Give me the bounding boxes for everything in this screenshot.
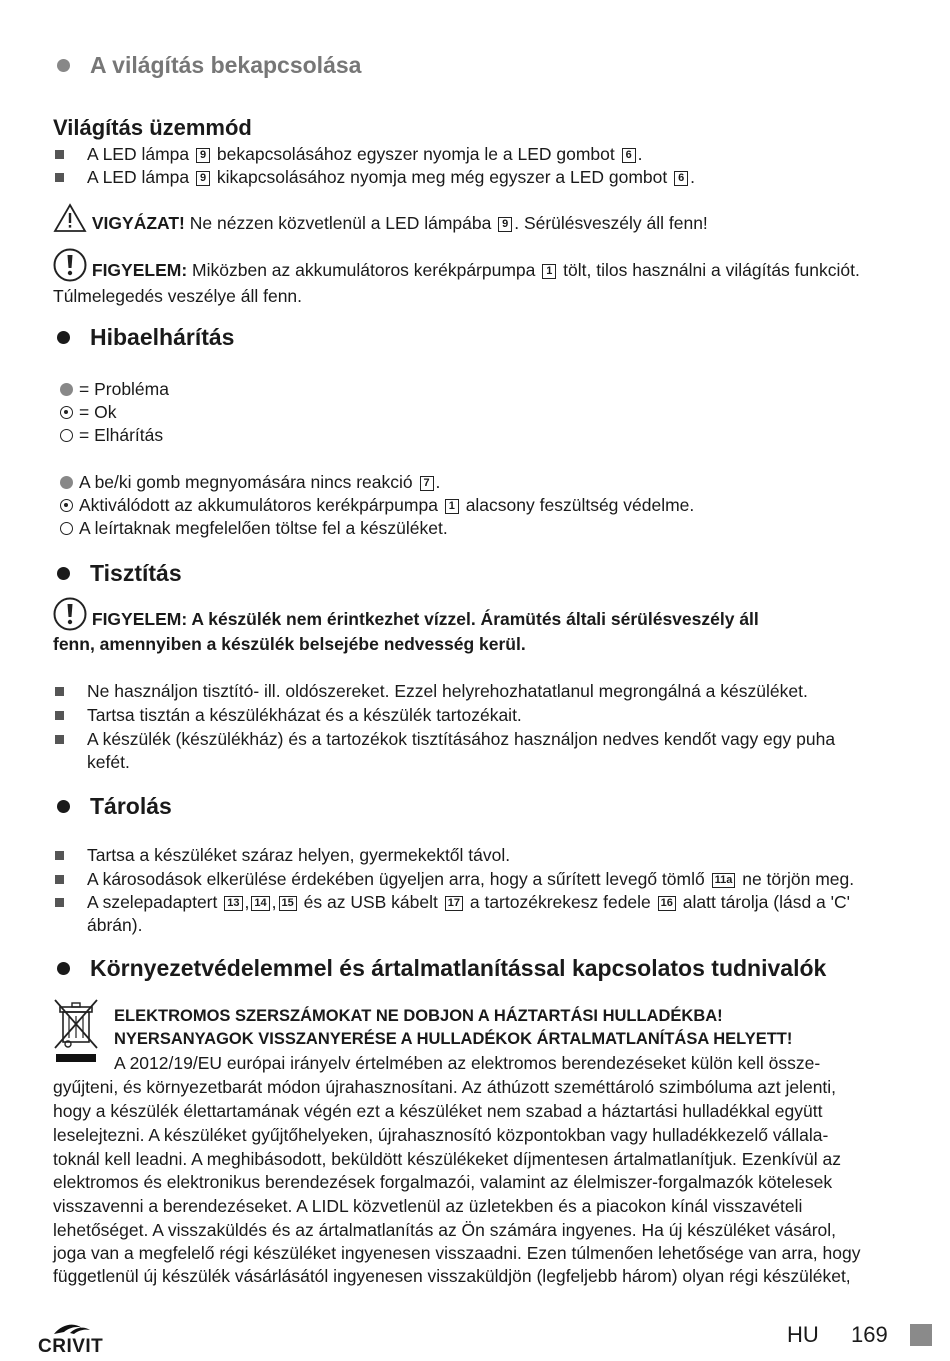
list-item: Ne használjon tisztító- ill. oldószereket. Ezzel helyrehozhatatlanul megrongálná a készüléket. <box>53 680 907 703</box>
env-line: A 2012/19/EU európai irányelv értelmében az elektromos berendezéseket külön kell össze- <box>114 1053 821 1073</box>
list-item <box>53 166 907 189</box>
section-title-troubleshooting <box>53 324 234 351</box>
section-title-text: Hibaelhárítás <box>90 324 235 350</box>
square-bullet-icon <box>55 851 64 860</box>
item-text: A LED lámpa <box>87 167 190 187</box>
page-number: 169 <box>851 1322 888 1347</box>
list-item <box>53 143 907 166</box>
env-line: lehetőséget. A visszaküldés és az ártalmatlanítás az Ön számára ingyenes. Ha új készüléket vásárol, <box>53 1220 837 1240</box>
square-bullet-icon <box>55 898 64 907</box>
dotted-circle-icon <box>60 406 73 419</box>
square-bullet-icon <box>55 735 64 744</box>
ref-number: 6 <box>622 148 636 163</box>
env-bold-line2: NYERSANYAGOK VISSZANYERÉSE A HULLADÉKOK ÁRTALMATLANÍTÁSA HELYETT! <box>114 1030 793 1048</box>
section-title-text: A világítás bekapcsolása <box>90 52 362 78</box>
caution-text: Ne nézzen közvetlenül a LED lámpába <box>189 213 492 233</box>
list-item-continuation: kefét. <box>87 752 130 772</box>
item-text: A LED lámpa <box>87 144 190 164</box>
cleaning-attention-line2: fenn, amennyiben a készülék belsejébe nedvesség kerül. <box>53 634 526 654</box>
attention-label: FIGYELEM: <box>91 260 188 280</box>
square-bullet-icon <box>55 711 64 720</box>
ref-number: 9 <box>196 171 210 186</box>
ref-number: 11a <box>712 873 736 888</box>
list-item: Tartsa tisztán a készülékházat és a készülék tartozékait. <box>53 704 907 727</box>
env-line: leselejtezni. A készüléket gyűjtőhelyeken, újrahasznosító központokban vagy hulladékkezelő vállala- <box>53 1125 829 1145</box>
ref-number: 13 <box>224 896 242 911</box>
ref-number: 7 <box>420 476 434 491</box>
page-marker <box>910 1324 932 1346</box>
item-text: . <box>637 144 643 164</box>
dotted-circle-icon <box>60 499 73 512</box>
section-title-storage <box>53 793 172 820</box>
cleaning-attention <box>53 597 913 631</box>
env-line: visszavenni a berendezéseket. A LIDL közvetlenül az üzletekben és a piacokon kínál visszavételi <box>53 1196 803 1216</box>
section-title-text: Tisztítás <box>90 560 182 586</box>
section-title-cleaning <box>53 560 182 587</box>
section-title-text: Környezetvédelemmel és ártalmatlanítással kapcsolatos tudnivalók <box>90 955 827 981</box>
caution-notice <box>53 203 708 235</box>
ref-number: 9 <box>498 217 512 232</box>
item-text: bekapcsolásához egyszer nyomja le a LED gombot <box>216 144 615 164</box>
empty-circle-icon <box>60 522 73 535</box>
env-line: elektromos és elektronikus berendezések forgalmazói, valamint az élelmiszer-forgalmazók kötelesek <box>53 1172 833 1192</box>
ref-number: 16 <box>658 896 676 911</box>
ref-number: 15 <box>279 896 297 911</box>
crivit-logo-icon <box>52 1322 92 1336</box>
filled-circle-icon <box>60 476 73 489</box>
env-line: toknál kell leadni. A meghibásodott, beküldött készülékeket díjmentesen ártalmatlanítjuk. Ezenkívül az <box>53 1149 841 1169</box>
square-bullet-icon <box>55 687 64 696</box>
square-bullet-icon <box>55 173 64 182</box>
bullet-icon <box>57 800 70 813</box>
exclamation-circle-icon <box>53 597 87 631</box>
brand-logo <box>38 1322 108 1358</box>
footer-language: HU <box>787 1322 819 1347</box>
attention-end: tölt, tilos használni a világítás funkciót. <box>563 260 860 280</box>
env-line: függetlenül új készülék vásárlásától ingyenesen visszaküldjön (legfeljebb három) olyan régi készüléket, <box>53 1266 851 1286</box>
square-bullet-icon <box>55 150 64 159</box>
env-line: joga van a megfelelő régi készüléket ingyenesen visszaadni. Ezen túlmenően lehetősége van arra, hogy <box>53 1243 861 1263</box>
caution-label: VIGYÁZAT! <box>91 213 185 233</box>
section-title-text: Tárolás <box>90 793 172 819</box>
fix-row: A leírtaknak megfelelően töltse fel a készüléket. <box>60 517 448 540</box>
env-line: gyűjteni, és környezetbarát módon újrahasznosítani. Az áthúzott szeméttároló szimbóluma azt jelenti, <box>53 1077 837 1097</box>
bullet-icon <box>57 59 70 72</box>
attention-line2: Túlmelegedés veszélye áll fenn. <box>53 286 303 306</box>
bullet-icon <box>57 567 70 580</box>
ref-number: 14 <box>251 896 269 911</box>
list-item-continuation: ábrán). <box>87 915 143 935</box>
square-bullet-icon <box>55 875 64 884</box>
subtitle-lighting-mode: Világítás üzemmód <box>53 115 252 140</box>
ref-number: 17 <box>445 896 463 911</box>
crossed-bin-icon <box>53 998 99 1064</box>
attention-notice <box>53 248 913 282</box>
warning-triangle-icon <box>53 203 87 233</box>
ref-number: 6 <box>674 171 688 186</box>
list-item: A szelepadaptert 13 , 14 , 15 és az USB kábelt 17 a tartozékrekesz fedele 16 alatt tárolja (lásd a 'C' <box>53 891 907 914</box>
section-title-lighting-on <box>53 52 361 79</box>
item-text: . <box>690 167 696 187</box>
attention-text: A készülék nem érintkezhet vízzel. Áramütés általi sérülésveszély áll <box>191 609 759 629</box>
bullet-icon <box>57 331 70 344</box>
legend-problem: = Probléma <box>60 378 169 401</box>
env-line: hogy a készülék élettartamának végén ezt a készüléket nem szabad a háztartási hulladékkal együtt <box>53 1101 823 1121</box>
exclamation-circle-icon <box>53 248 87 282</box>
attention-text: Miközben az akkumulátoros kerékpárpumpa <box>192 260 536 280</box>
filled-circle-icon <box>60 383 73 396</box>
brand-name: CRIVIT <box>38 1336 104 1357</box>
item-text: kikapcsolásához nyomja meg még egyszer a LED gombot <box>216 167 668 187</box>
section-title-environment <box>53 955 826 982</box>
list-item: Tartsa a készüléket száraz helyen, gyermekektől távol. <box>53 844 907 867</box>
attention-label: FIGYELEM: <box>91 609 188 629</box>
ref-number: 1 <box>542 264 556 279</box>
empty-circle-icon <box>60 429 73 442</box>
list-item: A károsodások elkerülése érdekében ügyeljen arra, hogy a sűrített levegő tömlő 11a ne törjön meg. <box>53 868 907 891</box>
list-item: A készülék (készülékház) és a tartozékok tisztításához használjon nedves kendőt vagy egy puha <box>53 728 907 751</box>
legend-cause: = Ok <box>60 401 116 424</box>
ref-number: 9 <box>196 148 210 163</box>
ref-number: 1 <box>445 499 459 514</box>
cause-row: Aktiválódott az akkumulátoros kerékpárpumpa 1 alacsony feszültség védelme. <box>60 494 694 517</box>
caution-end: . Sérülésveszély áll fenn! <box>514 213 708 233</box>
legend-fix: = Elhárítás <box>60 424 163 447</box>
env-bold-line1: ELEKTROMOS SZERSZÁMOKAT NE DOBJON A HÁZTARTÁSI HULLADÉKBA! <box>114 1007 723 1025</box>
problem-row: A be/ki gomb megnyomására nincs reakció 7 . <box>60 471 440 494</box>
bullet-icon <box>57 962 70 975</box>
